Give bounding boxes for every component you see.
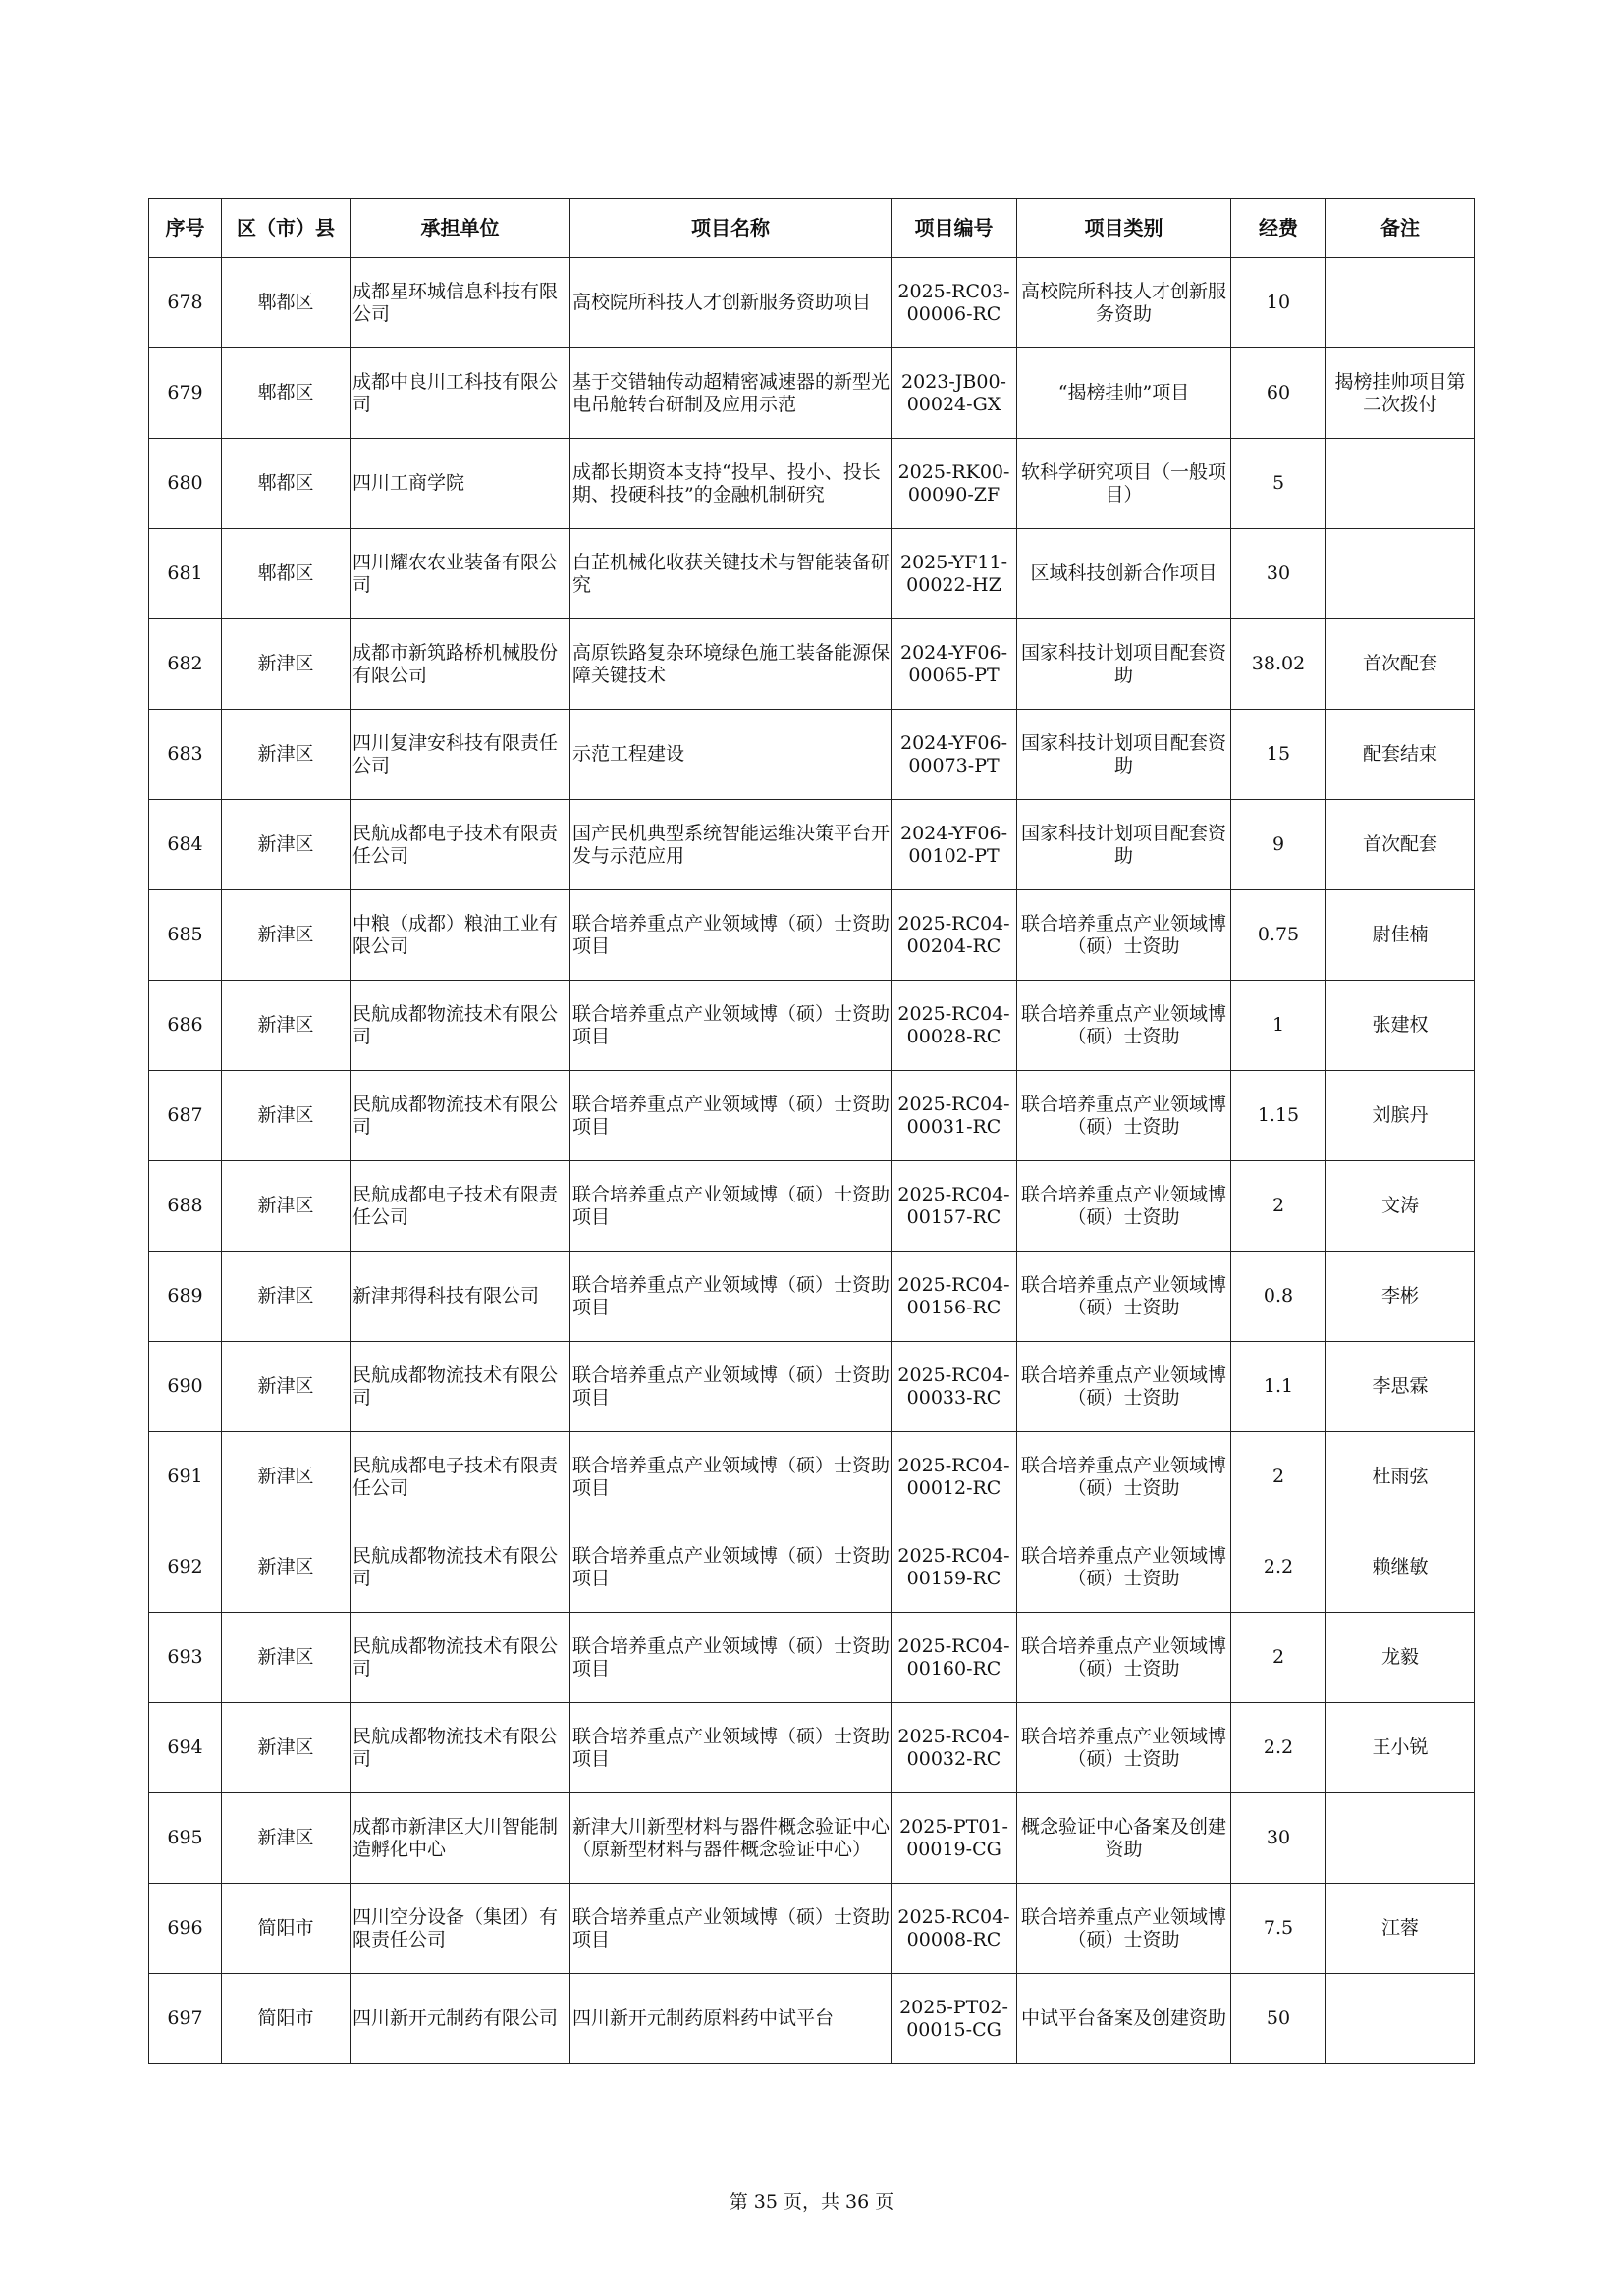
funding-cell: 2 — [1231, 1613, 1326, 1703]
project-code-cell: 2024-YF06-00102-PT — [892, 800, 1017, 890]
table-row — [149, 1252, 1475, 1342]
remark-cell: 赖继敏 — [1326, 1522, 1475, 1613]
district-cell: 新津区 — [222, 1071, 351, 1161]
project-name-cell: 示范工程建设 — [570, 710, 892, 800]
remark-cell: 揭榜挂帅项目第二次拨付 — [1326, 348, 1475, 439]
remark-cell — [1326, 439, 1475, 529]
district-cell: 简阳市 — [222, 1884, 351, 1974]
table-row — [149, 529, 1475, 619]
seq-cell: 683 — [149, 710, 222, 800]
table-row — [149, 1884, 1475, 1974]
unit-cell: 成都中良川工科技有限公司 — [351, 348, 570, 439]
data-table — [148, 198, 1475, 2064]
district-cell: 郫都区 — [222, 529, 351, 619]
table-row — [149, 1613, 1475, 1703]
seq-cell: 696 — [149, 1884, 222, 1974]
seq-cell: 687 — [149, 1071, 222, 1161]
category-cell: 联合培养重点产业领域博（硕）士资助 — [1017, 1071, 1231, 1161]
project-code-cell: 2025-RC04-00159-RC — [892, 1522, 1017, 1613]
unit-cell: 民航成都物流技术有限公司 — [351, 981, 570, 1071]
category-cell: 联合培养重点产业领域博（硕）士资助 — [1017, 1432, 1231, 1522]
funding-cell: 50 — [1231, 1974, 1326, 2064]
category-cell: 区域科技创新合作项目 — [1017, 529, 1231, 619]
table-row — [149, 439, 1475, 529]
project-name-cell: 联合培养重点产业领域博（硕）士资助项目 — [570, 1342, 892, 1432]
project-name-header: 项目名称 — [570, 199, 892, 258]
table-row — [149, 890, 1475, 981]
seq-cell: 689 — [149, 1252, 222, 1342]
project-name-cell: 四川新开元制药原料药中试平台 — [570, 1974, 892, 2064]
category-cell: 国家科技计划项目配套资助 — [1017, 710, 1231, 800]
table-row — [149, 1703, 1475, 1793]
remark-cell: 李彬 — [1326, 1252, 1475, 1342]
project-code-cell: 2024-YF06-00065-PT — [892, 619, 1017, 710]
unit-cell: 新津邦得科技有限公司 — [351, 1252, 570, 1342]
unit-cell: 民航成都电子技术有限责任公司 — [351, 1432, 570, 1522]
seq-cell: 693 — [149, 1613, 222, 1703]
project-code-cell: 2025-RC04-00156-RC — [892, 1252, 1017, 1342]
seq-header: 序号 — [149, 199, 222, 258]
funding-cell: 2 — [1231, 1432, 1326, 1522]
district-cell: 新津区 — [222, 710, 351, 800]
unit-cell: 民航成都电子技术有限责任公司 — [351, 1161, 570, 1252]
unit-cell: 成都市新津区大川智能制造孵化中心 — [351, 1793, 570, 1884]
unit-cell: 民航成都物流技术有限公司 — [351, 1071, 570, 1161]
remark-cell — [1326, 1974, 1475, 2064]
funding-cell: 1 — [1231, 981, 1326, 1071]
header-row — [149, 199, 1475, 258]
table-row — [149, 710, 1475, 800]
remark-cell: 首次配套 — [1326, 800, 1475, 890]
seq-cell: 690 — [149, 1342, 222, 1432]
project-code-cell: 2025-RC04-00157-RC — [892, 1161, 1017, 1252]
seq-cell: 688 — [149, 1161, 222, 1252]
project-code-cell: 2025-RK00-00090-ZF — [892, 439, 1017, 529]
project-name-cell: 联合培养重点产业领域博（硕）士资助项目 — [570, 981, 892, 1071]
project-code-cell: 2025-RC04-00160-RC — [892, 1613, 1017, 1703]
project-name-cell: 联合培养重点产业领域博（硕）士资助项目 — [570, 890, 892, 981]
district-cell: 新津区 — [222, 800, 351, 890]
district-cell: 郫都区 — [222, 348, 351, 439]
category-cell: 中试平台备案及创建资助 — [1017, 1974, 1231, 2064]
funding-cell: 15 — [1231, 710, 1326, 800]
unit-cell: 成都星环城信息科技有限公司 — [351, 258, 570, 348]
project-name-cell: 联合培养重点产业领域博（硕）士资助项目 — [570, 1522, 892, 1613]
funding-cell: 0.8 — [1231, 1252, 1326, 1342]
project-name-cell: 白芷机械化收获关键技术与智能装备研究 — [570, 529, 892, 619]
table-row — [149, 619, 1475, 710]
seq-cell: 678 — [149, 258, 222, 348]
table-row — [149, 1974, 1475, 2064]
project-name-cell: 国产民机典型系统智能运维决策平台开发与示范应用 — [570, 800, 892, 890]
unit-cell: 四川新开元制药有限公司 — [351, 1974, 570, 2064]
project-name-cell: 基于交错轴传动超精密减速器的新型光电吊舱转台研制及应用示范 — [570, 348, 892, 439]
funding-cell: 2.2 — [1231, 1703, 1326, 1793]
unit-cell: 民航成都物流技术有限公司 — [351, 1342, 570, 1432]
remark-cell — [1326, 529, 1475, 619]
funding-cell: 38.02 — [1231, 619, 1326, 710]
district-cell: 新津区 — [222, 1613, 351, 1703]
table-row — [149, 1342, 1475, 1432]
project-code-cell: 2023-JB00-00024-GX — [892, 348, 1017, 439]
table-row — [149, 348, 1475, 439]
project-code-cell: 2024-YF06-00073-PT — [892, 710, 1017, 800]
category-cell: “揭榜挂帅”项目 — [1017, 348, 1231, 439]
unit-header: 承担单位 — [351, 199, 570, 258]
seq-cell: 684 — [149, 800, 222, 890]
table-row — [149, 1432, 1475, 1522]
seq-cell: 697 — [149, 1974, 222, 2064]
table-row — [149, 1793, 1475, 1884]
funding-cell: 1.1 — [1231, 1342, 1326, 1432]
project-name-cell: 新津大川新型材料与器件概念验证中心（原新型材料与器件概念验证中心） — [570, 1793, 892, 1884]
remark-cell: 配套结束 — [1326, 710, 1475, 800]
project-name-cell: 联合培养重点产业领域博（硕）士资助项目 — [570, 1071, 892, 1161]
funding-cell: 9 — [1231, 800, 1326, 890]
seq-cell: 691 — [149, 1432, 222, 1522]
unit-cell: 民航成都物流技术有限公司 — [351, 1703, 570, 1793]
category-cell: 国家科技计划项目配套资助 — [1017, 800, 1231, 890]
funding-cell: 7.5 — [1231, 1884, 1326, 1974]
seq-cell: 681 — [149, 529, 222, 619]
district-cell: 新津区 — [222, 1703, 351, 1793]
district-cell: 新津区 — [222, 890, 351, 981]
remark-cell: 江蓉 — [1326, 1884, 1475, 1974]
remark-cell: 李思霖 — [1326, 1342, 1475, 1432]
project-code-cell: 2025-RC04-00012-RC — [892, 1432, 1017, 1522]
project-code-cell: 2025-RC04-00204-RC — [892, 890, 1017, 981]
table-body — [149, 258, 1475, 2064]
remark-cell: 首次配套 — [1326, 619, 1475, 710]
project-name-cell: 联合培养重点产业领域博（硕）士资助项目 — [570, 1161, 892, 1252]
project-name-cell: 成都长期资本支持“投早、投小、投长期、投硬科技”的金融机制研究 — [570, 439, 892, 529]
funding-cell: 0.75 — [1231, 890, 1326, 981]
project-name-cell: 高校院所科技人才创新服务资助项目 — [570, 258, 892, 348]
table-header — [149, 199, 1475, 258]
category-cell: 概念验证中心备案及创建资助 — [1017, 1793, 1231, 1884]
unit-cell: 四川复津安科技有限责任公司 — [351, 710, 570, 800]
unit-cell: 四川空分设备（集团）有限责任公司 — [351, 1884, 570, 1974]
table-row — [149, 258, 1475, 348]
unit-cell: 成都市新筑路桥机械股份有限公司 — [351, 619, 570, 710]
project-code-cell: 2025-RC04-00028-RC — [892, 981, 1017, 1071]
seq-cell: 692 — [149, 1522, 222, 1613]
project-name-cell: 联合培养重点产业领域博（硕）士资助项目 — [570, 1613, 892, 1703]
district-cell: 简阳市 — [222, 1974, 351, 2064]
project-code-cell: 2025-YF11-00022-HZ — [892, 529, 1017, 619]
project-code-cell: 2025-PT02-00015-CG — [892, 1974, 1017, 2064]
table-row — [149, 800, 1475, 890]
unit-cell: 民航成都电子技术有限责任公司 — [351, 800, 570, 890]
district-cell: 新津区 — [222, 1252, 351, 1342]
category-cell: 国家科技计划项目配套资助 — [1017, 619, 1231, 710]
category-cell: 联合培养重点产业领域博（硕）士资助 — [1017, 890, 1231, 981]
funding-header: 经费 — [1231, 199, 1326, 258]
remark-cell — [1326, 258, 1475, 348]
remark-header: 备注 — [1326, 199, 1475, 258]
funding-cell: 1.15 — [1231, 1071, 1326, 1161]
category-cell: 软科学研究项目（一般项目） — [1017, 439, 1231, 529]
category-cell: 联合培养重点产业领域博（硕）士资助 — [1017, 1252, 1231, 1342]
project-code-cell: 2025-RC03-00006-RC — [892, 258, 1017, 348]
table-row — [149, 1522, 1475, 1613]
funding-cell: 30 — [1231, 1793, 1326, 1884]
remark-cell: 杜雨弦 — [1326, 1432, 1475, 1522]
table-row — [149, 1071, 1475, 1161]
funding-cell: 5 — [1231, 439, 1326, 529]
seq-cell: 679 — [149, 348, 222, 439]
district-cell: 新津区 — [222, 1793, 351, 1884]
funding-cell: 10 — [1231, 258, 1326, 348]
project-code-header: 项目编号 — [892, 199, 1017, 258]
remark-cell — [1326, 1793, 1475, 1884]
project-code-cell: 2025-RC04-00031-RC — [892, 1071, 1017, 1161]
seq-cell: 685 — [149, 890, 222, 981]
project-code-cell: 2025-RC04-00032-RC — [892, 1703, 1017, 1793]
funding-cell: 30 — [1231, 529, 1326, 619]
district-cell: 郫都区 — [222, 258, 351, 348]
unit-cell: 民航成都物流技术有限公司 — [351, 1613, 570, 1703]
category-cell: 联合培养重点产业领域博（硕）士资助 — [1017, 1161, 1231, 1252]
table-row — [149, 1161, 1475, 1252]
district-header: 区（市）县 — [222, 199, 351, 258]
funding-cell: 2 — [1231, 1161, 1326, 1252]
page-footer: 第 35 页，共 36 页 — [729, 2191, 894, 2213]
category-cell: 联合培养重点产业领域博（硕）士资助 — [1017, 1703, 1231, 1793]
remark-cell: 刘膑丹 — [1326, 1071, 1475, 1161]
category-cell: 联合培养重点产业领域博（硕）士资助 — [1017, 981, 1231, 1071]
project-code-cell: 2025-RC04-00033-RC — [892, 1342, 1017, 1432]
project-name-cell: 联合培养重点产业领域博（硕）士资助项目 — [570, 1432, 892, 1522]
category-cell: 联合培养重点产业领域博（硕）士资助 — [1017, 1342, 1231, 1432]
funding-cell: 2.2 — [1231, 1522, 1326, 1613]
project-code-cell: 2025-PT01-00019-CG — [892, 1793, 1017, 1884]
seq-cell: 680 — [149, 439, 222, 529]
unit-cell: 四川工商学院 — [351, 439, 570, 529]
remark-cell: 文涛 — [1326, 1161, 1475, 1252]
category-cell: 联合培养重点产业领域博（硕）士资助 — [1017, 1613, 1231, 1703]
project-code-cell: 2025-RC04-00008-RC — [892, 1884, 1017, 1974]
seq-cell: 686 — [149, 981, 222, 1071]
remark-cell: 龙毅 — [1326, 1613, 1475, 1703]
remark-cell: 王小锐 — [1326, 1703, 1475, 1793]
district-cell: 新津区 — [222, 1432, 351, 1522]
remark-cell: 尉佳楠 — [1326, 890, 1475, 981]
project-name-cell: 高原铁路复杂环境绿色施工装备能源保障关键技术 — [570, 619, 892, 710]
unit-cell: 中粮（成都）粮油工业有限公司 — [351, 890, 570, 981]
category-header: 项目类别 — [1017, 199, 1231, 258]
district-cell: 郫都区 — [222, 439, 351, 529]
district-cell: 新津区 — [222, 619, 351, 710]
seq-cell: 694 — [149, 1703, 222, 1793]
funding-cell: 60 — [1231, 348, 1326, 439]
unit-cell: 四川耀农农业装备有限公司 — [351, 529, 570, 619]
project-name-cell: 联合培养重点产业领域博（硕）士资助项目 — [570, 1252, 892, 1342]
unit-cell: 民航成都物流技术有限公司 — [351, 1522, 570, 1613]
project-name-cell: 联合培养重点产业领域博（硕）士资助项目 — [570, 1703, 892, 1793]
category-cell: 联合培养重点产业领域博（硕）士资助 — [1017, 1884, 1231, 1974]
remark-cell: 张建权 — [1326, 981, 1475, 1071]
table-row — [149, 981, 1475, 1071]
district-cell: 新津区 — [222, 1161, 351, 1252]
district-cell: 新津区 — [222, 981, 351, 1071]
seq-cell: 695 — [149, 1793, 222, 1884]
category-cell: 高校院所科技人才创新服务资助 — [1017, 258, 1231, 348]
seq-cell: 682 — [149, 619, 222, 710]
district-cell: 新津区 — [222, 1342, 351, 1432]
category-cell: 联合培养重点产业领域博（硕）士资助 — [1017, 1522, 1231, 1613]
district-cell: 新津区 — [222, 1522, 351, 1613]
project-name-cell: 联合培养重点产业领域博（硕）士资助项目 — [570, 1884, 892, 1974]
